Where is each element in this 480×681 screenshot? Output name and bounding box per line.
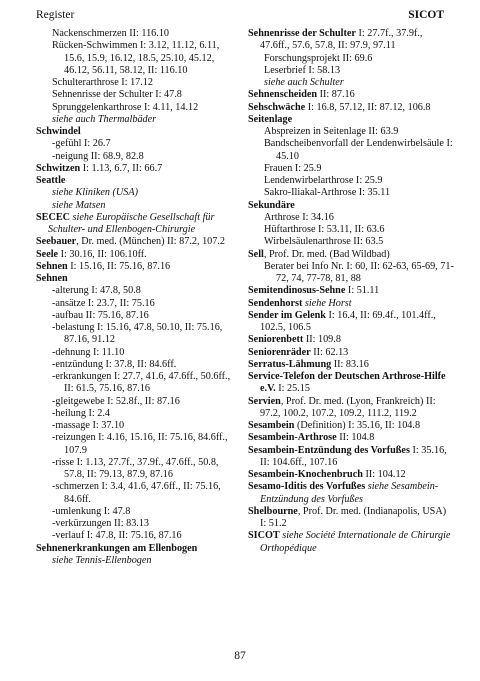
index-subentry xyxy=(248,53,454,65)
entry-references: -belastung I: 15.16, 47.8, 50.10, II: 75.16, 87.16, 91.12 xyxy=(52,322,223,346)
entry-references: Berater bei Info Nr. I: 60, II: 62-63, 65-69, 71-72, 74, 77-78, 81, 88 xyxy=(264,260,454,284)
index-entry xyxy=(248,530,454,555)
entry-references: Hüftarthrose I: 53.11, II: 63.6 xyxy=(264,224,385,235)
index-subentry xyxy=(248,236,454,248)
cross-reference: siehe Société Internationale de Chirurgie Orthopédique xyxy=(260,530,451,554)
index-subentry xyxy=(36,77,236,89)
index-subentry xyxy=(36,432,236,457)
entry-references: I: 25.15 xyxy=(275,383,310,395)
cross-reference: siehe Europäische Gesellschaft für Schulter- und Ellenbogen-Chirurgie xyxy=(48,211,215,235)
entry-term: Sehnenerkrankungen am Ellenbogen xyxy=(36,542,198,554)
index-subentry xyxy=(248,261,454,286)
index-subentry xyxy=(36,518,236,530)
index-subentry xyxy=(36,506,236,518)
entry-term: Service-Telefon der Deutschen Arthrose-Hilfe e.V. xyxy=(248,371,446,395)
cross-reference: siehe Kliniken (USA) xyxy=(52,187,139,199)
entry-term: Sehnenrisse der Schulter xyxy=(248,28,356,39)
entry-term: Seebauer xyxy=(36,236,77,248)
index-entry xyxy=(248,432,454,444)
index-subentry xyxy=(248,65,454,77)
entry-term: Servien xyxy=(248,395,281,407)
entry-term: Sehnen xyxy=(36,260,68,272)
entry-references: Sehnenrisse der Schulter I: 47.8 xyxy=(52,89,182,101)
entry-references: Bandscheibenvorfall der Lendenwirbelsäule I: 45.10 xyxy=(264,138,453,162)
index-subentry xyxy=(248,126,454,138)
header-right: SICOT xyxy=(408,9,444,21)
entry-references: II: 83.16 xyxy=(331,358,369,370)
entry-term: SECEC xyxy=(36,211,70,223)
index-subentry xyxy=(248,77,454,89)
index-subentry xyxy=(36,40,236,77)
index-subentry xyxy=(36,396,236,408)
index-subentry xyxy=(36,200,236,212)
entry-references: Frauen I: 25.9 xyxy=(264,162,322,174)
index-entry xyxy=(248,310,454,335)
entry-references: Abspreizen in Seitenlage II: 63.9 xyxy=(264,126,399,137)
index-entry xyxy=(36,175,236,187)
entry-references: II: 104.12 xyxy=(362,469,406,480)
entry-references: Wirbelsäulenarthrose II: 63.5 xyxy=(264,236,384,248)
entry-term: Shelbourne xyxy=(248,505,298,517)
index-entry xyxy=(36,249,236,261)
entry-term: Schwindel xyxy=(36,126,81,137)
index-entry xyxy=(248,114,454,126)
index-entry xyxy=(36,163,236,175)
index-entry xyxy=(248,334,454,346)
entry-references: I: 27.7f., 37.9f., 47.6ff., 57.6, 57.8, II: 97.9, 97.11 xyxy=(260,28,423,52)
entry-term: Seniorenräder xyxy=(248,346,311,358)
index-subentry xyxy=(36,28,236,40)
index-subentry xyxy=(36,151,236,163)
index-entry xyxy=(248,200,454,212)
index-subentry xyxy=(36,457,236,482)
index-entry xyxy=(248,249,454,261)
index-subentry xyxy=(36,322,236,347)
entry-references: -neigung II: 68.9, 82.8 xyxy=(52,150,144,162)
index-subentry xyxy=(36,408,236,420)
entry-references: , Dr. med. (München) II: 87.2, 107.2 xyxy=(76,236,226,248)
index-subentry xyxy=(248,187,454,199)
index-entry xyxy=(248,420,454,432)
entry-references: -ansätze I: 23.7, II: 75.16 xyxy=(52,297,155,309)
index-entry xyxy=(36,543,236,555)
entry-references: -aufbau II: 75.16, 87.16 xyxy=(52,309,149,321)
header-left: Register xyxy=(36,9,75,21)
entry-term: Serratus-Lähmung xyxy=(248,358,332,370)
index-subentry xyxy=(36,310,236,322)
entry-references: II: 87.16 xyxy=(317,89,355,101)
entry-references: , Prof. Dr. med. (Bad Wildbad) xyxy=(263,248,390,260)
cross-reference: siehe Tennis-Ellenbogen xyxy=(52,554,152,566)
index-entry xyxy=(248,481,454,506)
entry-references: -schmerzen I: 3.4, 41.6, 47.6ff., II: 75.16, 84.6ff. xyxy=(52,481,221,505)
index-subentry xyxy=(36,102,236,114)
entry-references: I: 15.16, II: 75.16, 87.16 xyxy=(67,260,171,272)
index-entry xyxy=(36,126,236,138)
index-subentry xyxy=(36,555,236,567)
index-entry xyxy=(248,396,454,421)
entry-references: Sakro-Iliakal-Arthrose I: 35.11 xyxy=(264,187,391,199)
entry-references: (Definition) I: 35.16, II: 104.8 xyxy=(294,420,421,431)
entry-references: I: 35.16, II: 104.6ff., 107.16 xyxy=(260,444,447,468)
index-entry xyxy=(248,469,454,481)
index-subentry xyxy=(248,138,454,163)
entry-references: II: 62.13 xyxy=(310,346,349,358)
entry-references: -umlenkung I: 47.8 xyxy=(52,505,131,517)
entry-term: SICOT xyxy=(248,530,280,542)
entry-references: Nackenschmerzen II: 116.10 xyxy=(52,28,170,39)
entry-references: I: 51.11 xyxy=(345,285,380,297)
cross-reference: siehe Matsen xyxy=(52,199,106,211)
index-subentry xyxy=(36,530,236,542)
entry-term: Sehnen xyxy=(36,273,68,284)
index-subentry xyxy=(36,89,236,101)
entry-references: Schulterarthrose I: 17.12 xyxy=(52,77,153,88)
cross-reference: siehe auch Thermalbäder xyxy=(52,113,157,125)
index-subentry xyxy=(36,481,236,506)
index-subentry xyxy=(36,285,236,297)
entry-term: Sesambein-Entzündung des Vorfußes xyxy=(248,444,410,456)
entry-references: , Prof. Dr. med. (Lyon, Frankreich) II: 97.2, 100.2, 107.2, 109.2, 111.2, 119.2 xyxy=(260,395,436,419)
index-subentry xyxy=(248,212,454,224)
entry-term: Semitendinosus-Sehne xyxy=(248,285,346,297)
index-subentry xyxy=(36,187,236,199)
page-number: 87 xyxy=(234,650,246,662)
index-entry xyxy=(36,212,236,237)
index-subentry xyxy=(36,138,236,150)
entry-term: Sesambein xyxy=(248,420,295,431)
index-entry xyxy=(248,298,454,310)
index-subentry xyxy=(36,114,236,126)
cross-reference: siehe auch Schulter xyxy=(264,77,344,88)
entry-references: -gefühl I: 26.7 xyxy=(52,138,111,150)
entry-references: -risse I: 1.13, 27.7f., 37.9f., 47.6ff., 50.8, 57.8, II: 79.13, 87.9, 87.16 xyxy=(52,456,219,480)
entry-references: -dehnung I: 11.10 xyxy=(52,346,125,358)
index-subentry xyxy=(248,175,454,187)
index-subentry xyxy=(248,163,454,175)
entry-references: -verlauf I: 47.8, II: 75.16, 87.16 xyxy=(52,530,182,542)
entry-term: Seele xyxy=(36,248,59,260)
index-entry xyxy=(248,506,454,531)
cross-reference: siehe Horst xyxy=(302,297,352,309)
index-subentry xyxy=(36,298,236,310)
index-entry xyxy=(36,236,236,248)
entry-references: Lendenwirbelarthrose I: 25.9 xyxy=(264,175,383,186)
index-entry xyxy=(248,28,454,53)
entry-references: -alterung I: 47.8, 50.8 xyxy=(52,285,141,297)
entry-term: Sehnenscheiden xyxy=(248,89,318,101)
index-column-right xyxy=(248,28,454,555)
index-entry xyxy=(36,261,236,273)
index-subentry xyxy=(36,420,236,432)
entry-references: Leserbrief I: 58.13 xyxy=(264,64,341,76)
index-entry xyxy=(248,359,454,371)
entry-term: Seattle xyxy=(36,175,66,186)
entry-term: Sesamo-Iditis des Vorfußes xyxy=(248,481,366,493)
entry-term: Sehschwäche xyxy=(248,101,306,113)
entry-references: Sprunggelenkarthrose I: 4.11, 14.12 xyxy=(52,101,199,113)
entry-references: -verkürzungen II: 83.13 xyxy=(52,518,150,529)
entry-references: I: 16.8, 57.12, II: 87.12, 106.8 xyxy=(305,101,431,113)
entry-references: -massage I: 37.10 xyxy=(52,420,125,431)
entry-term: Sendenhorst xyxy=(248,297,303,309)
index-entry xyxy=(248,89,454,101)
entry-references: -erkrankungen I: 27.7, 41.6, 47.6ff., 50.6ff., II: 61.5, 75.16, 87.16 xyxy=(52,371,231,395)
index-entry xyxy=(36,273,236,285)
entry-references: -entzündung I: 37.8, II: 84.6ff. xyxy=(52,358,177,370)
index-entry xyxy=(248,347,454,359)
index-subentry xyxy=(248,224,454,236)
index-subentry xyxy=(36,371,236,396)
entry-references: Rücken-Schwimmen I: 3.12, 11.12, 6.11, 15.6, 15.9, 16.12, 18.5, 25.10, 45.12, 46.12, 56.11, 58.12, II: 116.10 xyxy=(52,40,220,76)
entry-references: , Prof. Dr. med. (Indianapolis, USA) I: 51.2 xyxy=(260,505,447,529)
entry-term: Sekundäre xyxy=(248,199,295,211)
index-entry xyxy=(248,445,454,470)
index-entry xyxy=(248,102,454,114)
entry-term: Sender im Gelenk xyxy=(248,309,326,321)
entry-term: Sesambein-Knochenbruch xyxy=(248,469,363,480)
entry-references: I: 1.13, 6.7, II: 66.7 xyxy=(80,162,163,174)
index-entry xyxy=(248,285,454,297)
index-subentry xyxy=(36,359,236,371)
entry-term: Seniorenbett xyxy=(248,334,304,346)
entry-references: -gleitgewebe I: 52.8f., II: 87.16 xyxy=(52,395,180,407)
entry-term: Sell xyxy=(248,248,264,260)
entry-term: Schwitzen xyxy=(36,162,81,174)
entry-references: Arthrose I: 34.16 xyxy=(264,211,334,223)
entry-term: Seitenlage xyxy=(248,113,293,125)
running-header xyxy=(36,9,444,25)
entry-references: II: 109.8 xyxy=(303,334,341,346)
entry-term: Sesambein-Arthrose xyxy=(248,432,337,444)
index-subentry xyxy=(36,347,236,359)
cross-reference: siehe Sesambein-Entzündung des Vorfußes xyxy=(260,481,439,505)
entry-references: II: 104.8 xyxy=(336,432,375,444)
index-column-left xyxy=(36,28,236,567)
entry-references: -reizungen I: 4.16, 15.16, II: 75.16, 84.6ff., 107.9 xyxy=(52,432,228,456)
entry-references: Forschungsprojekt II: 69.6 xyxy=(264,52,373,64)
entry-references: I: 16.4, II: 69.4f., 101.4ff., 102.5, 106.5 xyxy=(260,309,436,333)
entry-references: -heilung I: 2.4 xyxy=(52,407,111,419)
index-entry xyxy=(248,371,454,396)
entry-references: I: 30.16, II: 106.10ff. xyxy=(58,248,147,260)
